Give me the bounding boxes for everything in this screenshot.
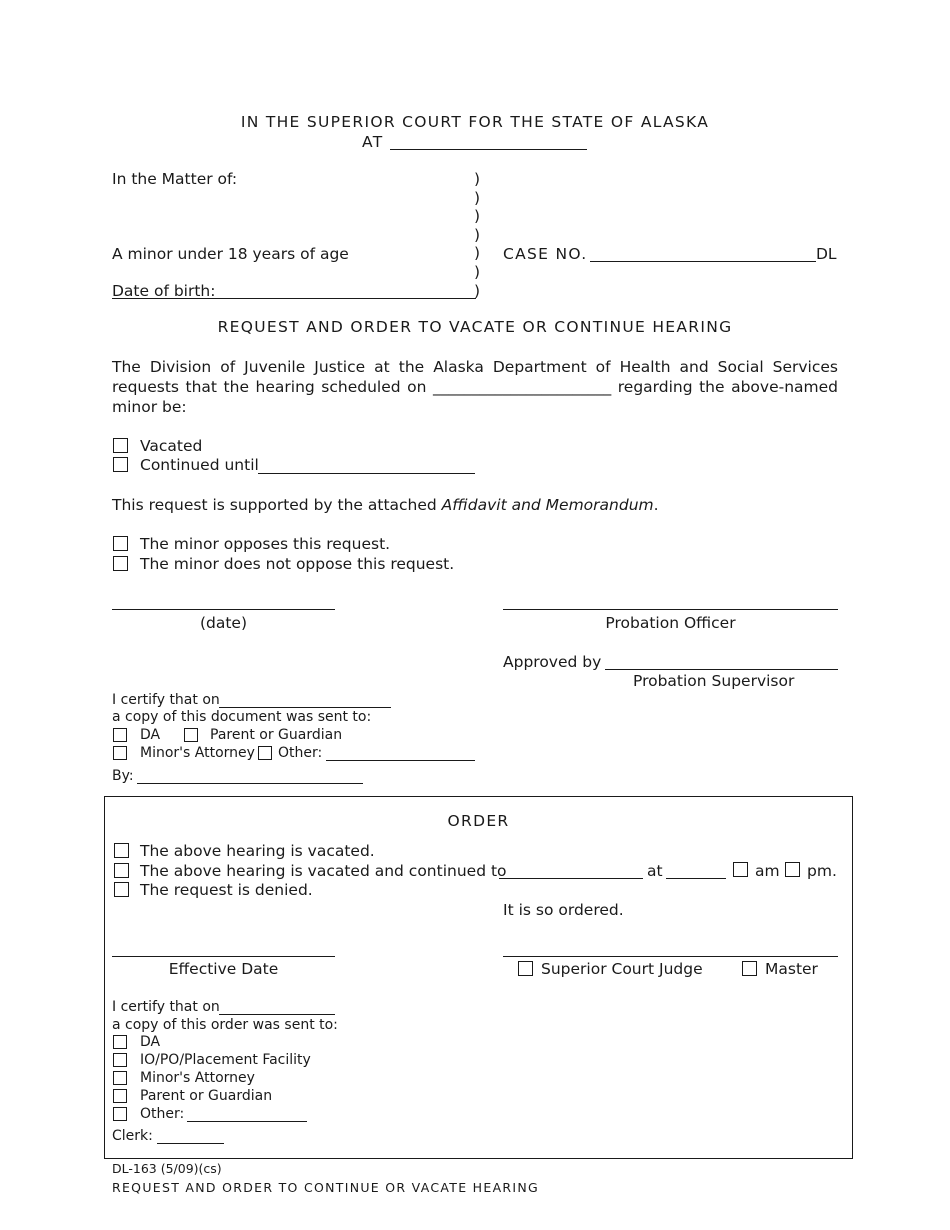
clerk-field[interactable]: [157, 1143, 224, 1144]
continued-label: Continued until: [140, 456, 259, 474]
certify2-facility-checkbox[interactable]: [113, 1053, 127, 1067]
certify1-da-label: DA: [140, 727, 161, 743]
clerk-label: Clerk:: [112, 1128, 153, 1144]
support-text: This request is supported by the attached: [112, 496, 442, 514]
officer-signature-field[interactable]: [503, 609, 838, 610]
case-suffix: DL: [816, 245, 837, 263]
location-field[interactable]: [390, 149, 587, 150]
certify1-by-field[interactable]: [137, 783, 363, 784]
order-denied-label: The request is denied.: [140, 881, 313, 899]
am-checkbox[interactable]: [733, 862, 748, 877]
request-paragraph: The Division of Juvenile Justice at the Alaska Department of Health and Social Services requests that the hearing scheduled on _______________________ regarding the above-named minor be:: [112, 358, 838, 416]
opposes-checkbox[interactable]: [113, 536, 128, 551]
certify2-attorney-checkbox[interactable]: [113, 1071, 127, 1085]
order-title: ORDER: [447, 812, 510, 830]
certify2-da-checkbox[interactable]: [113, 1035, 127, 1049]
certify1-parent-checkbox[interactable]: [184, 728, 198, 742]
opposes-label: The minor opposes this request.: [140, 535, 391, 553]
order-at-label: at: [647, 862, 663, 880]
supervisor-label: Probation Supervisor: [633, 672, 795, 690]
certify2-line2: a copy of this order was sent to:: [112, 1017, 338, 1033]
footer-title: REQUEST AND ORDER TO CONTINUE OR VACATE HEARING: [112, 1180, 540, 1195]
order-vacated-checkbox[interactable]: [114, 843, 129, 858]
certify1-attorney-label: Minor's Attorney: [140, 745, 255, 761]
certify2-line1: I certify that on: [112, 999, 220, 1015]
continued-time-field[interactable]: [666, 878, 726, 879]
continued-date-field[interactable]: [499, 878, 643, 879]
effective-date-label: Effective Date: [168, 960, 279, 978]
effective-date-field[interactable]: [112, 956, 335, 957]
date-label: (date): [199, 614, 248, 632]
certify1-line1: I certify that on: [112, 692, 220, 708]
support-end: .: [653, 496, 659, 514]
master-checkbox[interactable]: [742, 961, 757, 976]
form-id: DL-163 (5/09)(cs): [112, 1161, 222, 1176]
vacated-checkbox[interactable]: [113, 438, 128, 453]
am-label: am: [755, 862, 780, 880]
case-no-field[interactable]: [590, 261, 816, 262]
certify1-by-label: By:: [112, 768, 134, 784]
certify2-attorney-label: Minor's Attorney: [140, 1070, 255, 1086]
certify1-parent-label: Parent or Guardian: [210, 727, 343, 743]
certify2-date-field[interactable]: [219, 1014, 335, 1015]
approved-label: Approved by: [503, 653, 602, 671]
dob-label: Date of birth:: [112, 282, 216, 300]
minor-label: A minor under 18 years of age: [112, 245, 349, 263]
certify1-other-label: Other:: [278, 745, 323, 761]
caption-parens: ) ) ) ) ) ) ): [474, 170, 481, 300]
continued-checkbox[interactable]: [113, 457, 128, 472]
certify1-attorney-checkbox[interactable]: [113, 746, 127, 760]
matter-label: In the Matter of:: [112, 170, 238, 188]
certify2-parent-label: Parent or Guardian: [140, 1088, 273, 1104]
so-ordered: It is so ordered.: [503, 901, 624, 919]
form-heading: REQUEST AND ORDER TO VACATE OR CONTINUE HEARING: [217, 318, 733, 336]
order-continued-label: The above hearing is vacated and continued to: [140, 862, 507, 880]
vacated-label: Vacated: [140, 437, 203, 455]
certify2-parent-checkbox[interactable]: [113, 1089, 127, 1103]
certify2-facility-label: IO/PO/Placement Facility: [140, 1052, 311, 1068]
certify2-other-field[interactable]: [187, 1121, 307, 1122]
continued-until-field[interactable]: [258, 473, 475, 474]
certify1-other-checkbox[interactable]: [258, 746, 272, 760]
dob-field[interactable]: [112, 298, 476, 299]
affidavit-title: Affidavit and Memorandum: [441, 496, 654, 514]
certify1-line2: a copy of this document was sent to:: [112, 709, 372, 725]
court-title: IN THE SUPERIOR COURT FOR THE STATE OF ALASKA: [240, 113, 710, 131]
not-oppose-checkbox[interactable]: [113, 556, 128, 571]
certify2-other-checkbox[interactable]: [113, 1107, 127, 1121]
judge-signature-field[interactable]: [503, 956, 838, 957]
date-field[interactable]: [112, 609, 335, 610]
supervisor-signature-field[interactable]: [605, 669, 838, 670]
judge-checkbox[interactable]: [518, 961, 533, 976]
certify2-other-label: Other:: [140, 1106, 185, 1122]
pm-label: pm.: [807, 862, 837, 880]
certify1-da-checkbox[interactable]: [113, 728, 127, 742]
order-denied-checkbox[interactable]: [114, 882, 129, 897]
certify2-da-label: DA: [140, 1034, 161, 1050]
order-vacated-label: The above hearing is vacated.: [140, 842, 375, 860]
officer-label: Probation Officer: [605, 614, 736, 632]
certify1-other-field[interactable]: [326, 760, 475, 761]
master-label: Master: [765, 960, 818, 978]
support-statement: [112, 496, 659, 514]
order-continued-checkbox[interactable]: [114, 863, 129, 878]
not-oppose-label: The minor does not oppose this request.: [140, 555, 455, 573]
at-label: AT: [362, 133, 384, 151]
case-no-label: CASE NO.: [503, 245, 588, 263]
judge-label: Superior Court Judge: [541, 960, 703, 978]
pm-checkbox[interactable]: [785, 862, 800, 877]
